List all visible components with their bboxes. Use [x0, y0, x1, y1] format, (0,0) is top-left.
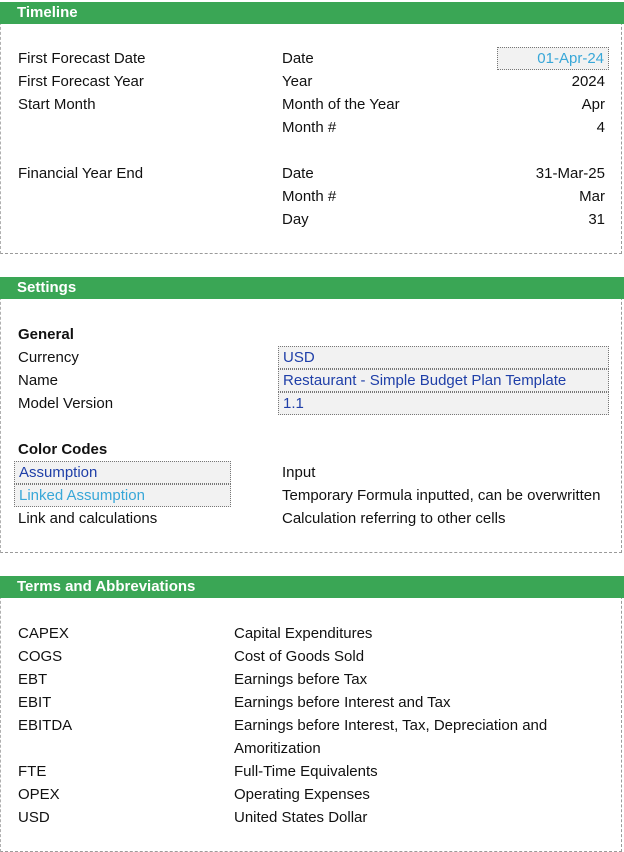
term-abbr: EBITDA [18, 717, 73, 734]
timeline-label: Financial Year End [18, 165, 144, 182]
term-abbr: FTE [18, 763, 47, 780]
term-abbr: USD [18, 809, 50, 826]
term-meaning: Earnings before Tax [234, 671, 368, 688]
timeline-value: 31-Mar-25 [535, 165, 605, 182]
linked-assumption-color-swatch: Linked Assumption [14, 484, 231, 507]
link-calculations-label: Link and calculations [18, 510, 158, 527]
timeline-field: Date [282, 165, 314, 182]
linked-assumption-description: Temporary Formula inputted, can be overwritten [282, 487, 601, 504]
timeline-field: Month of the Year [282, 96, 400, 113]
term-meaning: Cost of Goods Sold [234, 648, 365, 665]
first-forecast-date-input[interactable]: 01-Apr-24 [497, 47, 609, 70]
term-meaning: Earnings before Interest and Tax [234, 694, 451, 711]
timeline-value: Mar [579, 188, 605, 205]
link-calculations-description: Calculation referring to other cells [282, 510, 506, 527]
term-meaning: Operating Expenses [234, 786, 370, 803]
timeline-header: Timeline [0, 2, 624, 24]
term-abbr: OPEX [18, 786, 60, 803]
term-abbr: EBT [18, 671, 48, 688]
timeline-value: 31 [588, 211, 605, 228]
terms-header: Terms and Abbreviations [0, 576, 624, 598]
assumption-color-swatch: Assumption [14, 461, 231, 484]
term-abbr: CAPEX [18, 625, 69, 642]
timeline-value: Apr [581, 96, 605, 113]
model-version-input[interactable]: 1.1 [278, 392, 609, 415]
timeline-label: First Forecast Year [18, 73, 144, 90]
assumption-description: Input [282, 464, 316, 481]
general-heading: General [18, 326, 74, 343]
timeline-value: 2024 [571, 73, 605, 90]
term-meaning-continued: Amoritization [234, 740, 321, 757]
term-abbr: COGS [18, 648, 63, 665]
term-meaning: Earnings before Interest, Tax, Depreciation and [234, 717, 548, 734]
timeline-label: Start Month [18, 96, 96, 113]
timeline-field: Day [282, 211, 309, 228]
timeline-field: Month # [282, 119, 337, 136]
currency-label: Currency [18, 349, 79, 366]
color-codes-heading: Color Codes [18, 441, 108, 458]
term-meaning: Capital Expenditures [234, 625, 373, 642]
settings-header: Settings [0, 277, 624, 299]
model-version-label: Model Version [18, 395, 114, 412]
name-label: Name [18, 372, 59, 389]
model-name-input[interactable]: Restaurant - Simple Budget Plan Template [278, 369, 609, 392]
timeline-field: Year [282, 73, 313, 90]
timeline-field: Date [282, 50, 314, 67]
timeline-label: First Forecast Date [18, 50, 146, 67]
term-meaning: Full-Time Equivalents [234, 763, 378, 780]
currency-input[interactable]: USD [278, 346, 609, 369]
timeline-field: Month # [282, 188, 337, 205]
timeline-value: 4 [596, 119, 605, 136]
term-abbr: EBIT [18, 694, 52, 711]
term-meaning: United States Dollar [234, 809, 368, 826]
